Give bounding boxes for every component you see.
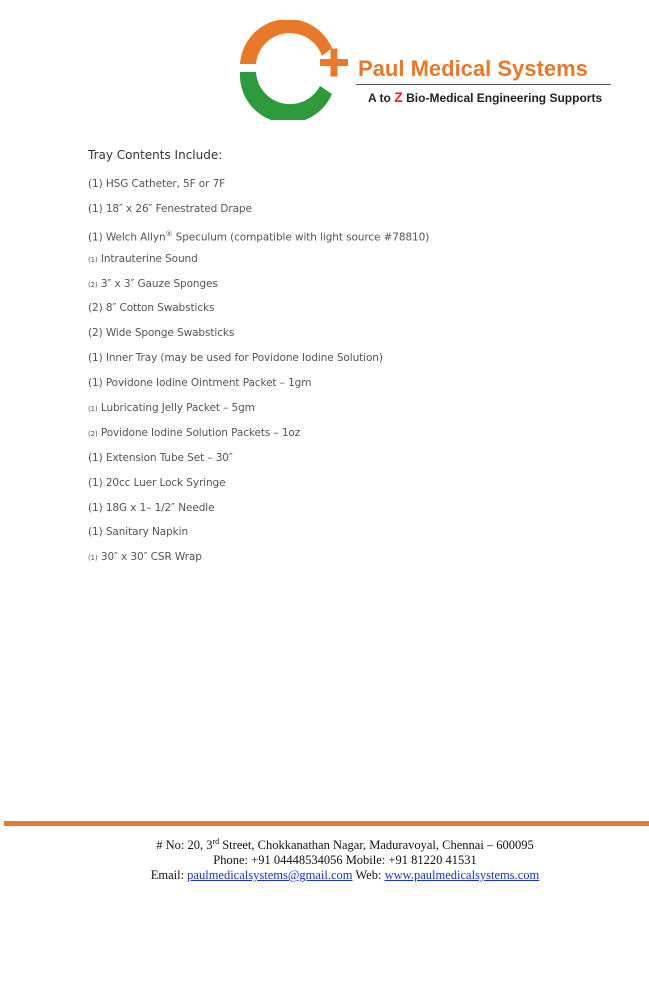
item-quantity: (1) [88, 231, 103, 244]
c-plus-logo-icon [234, 20, 354, 120]
item-text: Welch Allyn [105, 231, 166, 244]
item-quantity: (2) [88, 280, 98, 289]
item-text: Lubricating Jelly Packet – 5gm [100, 402, 255, 415]
tray-contents-heading: Tray Contents Include: [88, 148, 223, 162]
tray-item [88, 226, 429, 251]
item-text: 30″ x 30″ CSR Wrap [100, 551, 202, 564]
address-post: Street, Chokkanathan Nagar, Maduravoyal, Chennai – 600095 [219, 838, 534, 853]
item-text: 8″ Cotton Swabsticks [105, 302, 215, 315]
item-quantity: (1) [88, 202, 103, 215]
item-text: Povidone Iodine Ointment Packet – 1gm [105, 377, 312, 390]
website-link[interactable]: www.paulmedicalsystems.com [384, 868, 540, 883]
footer [0, 834, 649, 883]
item-text: 18G x 1– 1/2″ Needle [105, 501, 215, 514]
tray-item [88, 300, 429, 325]
item-text: Povidone Iodine Solution Packets – 1oz [100, 426, 301, 439]
item-quantity: (2) [88, 327, 103, 340]
tray-item [88, 425, 429, 450]
item-text: Inner Tray (may be used for Povidone Iodine Solution) [105, 352, 383, 365]
item-quantity: (1) [88, 451, 103, 464]
tray-item [88, 375, 429, 400]
item-quantity: (1) [88, 377, 103, 390]
tray-item [88, 500, 429, 525]
address-sup: rd [212, 837, 220, 846]
tray-item [88, 524, 429, 549]
item-text-continued: Speculum (compatible with light source #78810) [172, 231, 430, 244]
footer-divider [4, 821, 649, 826]
footer-address [0, 834, 649, 853]
tray-item [88, 549, 429, 574]
item-quantity: (1) [88, 255, 98, 264]
tray-item [88, 450, 429, 475]
tagline-z: Z [394, 89, 403, 105]
item-text: 20cc Luer Lock Syringe [105, 476, 226, 489]
item-text: Sanitary Napkin [105, 526, 189, 539]
header-divider [356, 84, 611, 85]
item-text: 18″ x 26″ Fenestrated Drape [105, 202, 252, 215]
item-text: Wide Sponge Swabsticks [105, 327, 235, 340]
tray-item [88, 251, 429, 276]
item-quantity: (1) [88, 554, 98, 563]
tray-item [88, 350, 429, 375]
item-text: Extension Tube Set – 30″ [105, 451, 233, 464]
web-label: Web: [352, 868, 385, 883]
item-text: HSG Catheter, 5F or 7F [105, 178, 226, 190]
item-quantity: (1) [88, 476, 103, 489]
item-quantity: (1) [88, 526, 103, 539]
email-label: Email: [150, 868, 188, 883]
tagline-suffix: Bio-Medical Engineering Supports [402, 91, 603, 105]
item-text: Intrauterine Sound [100, 252, 198, 265]
item-quantity: (1) [88, 501, 103, 514]
registered-mark: ® [165, 229, 173, 238]
tagline-prefix: A to [368, 91, 395, 105]
tray-contents-list [88, 176, 429, 574]
footer-phone: Phone: +91 04448534056 Mobile: +91 81220 41531 [213, 853, 477, 868]
tray-item [88, 325, 429, 350]
tray-item [88, 176, 429, 201]
tagline [368, 89, 602, 105]
item-quantity: (1) [88, 405, 98, 414]
footer-contact [0, 868, 649, 883]
item-text: 3″ x 3″ Gauze Sponges [100, 277, 218, 290]
company-name: Paul Medical Systems [358, 56, 588, 81]
tray-item [88, 276, 429, 301]
item-quantity: (1) [88, 178, 103, 190]
tray-item [88, 400, 429, 425]
item-quantity: (1) [88, 352, 103, 365]
item-quantity: (2) [88, 429, 98, 438]
tray-item [88, 475, 429, 500]
tray-item [88, 201, 429, 226]
item-quantity: (2) [88, 302, 103, 315]
address-pre: # No: 20, 3 [156, 838, 213, 853]
email-link[interactable]: paulmedicalsystems@gmail.com [187, 868, 353, 883]
